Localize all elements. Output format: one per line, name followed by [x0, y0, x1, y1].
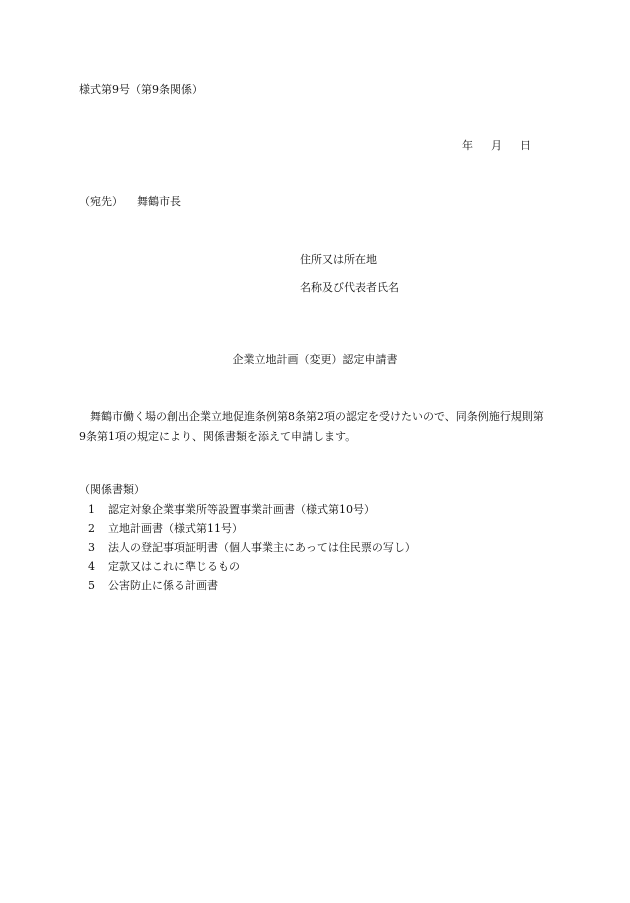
list-item [88, 500, 416, 519]
attachment-number: 1 [88, 503, 95, 516]
list-item [88, 576, 416, 595]
attachments-list [88, 500, 416, 595]
addressee-name: 舞鶴市長 [137, 195, 181, 208]
attachment-number: 5 [88, 579, 95, 592]
attachment-number: 3 [88, 541, 95, 554]
attachment-text: 公害防止に係る計画書 [108, 579, 218, 592]
list-item [88, 557, 416, 576]
date-line [462, 137, 531, 153]
date-year: 年 [462, 139, 473, 152]
document-title: 企業立地計画（変更）認定申請書 [232, 353, 398, 366]
applicant-name-label: 名称及び代表者氏名 [300, 281, 399, 294]
application-body: 舞鶴市働く場の創出企業立地促進条例第8条第2項の認定を受けたいので、同条例施行規則第9条第1項の規定により、関係書類を添えて申請します。 [79, 410, 544, 443]
attachment-text: 認定対象企業事業所等設置事業計画書（様式第10号） [108, 503, 375, 516]
attachment-text: 法人の登記事項証明書（個人事業主にあっては住民票の写し） [108, 541, 416, 554]
list-item [88, 538, 416, 557]
attachments-heading: （関係書類） [79, 483, 145, 496]
attachment-number: 2 [88, 522, 95, 535]
applicant-address-label: 住所又は所在地 [300, 253, 377, 266]
form-number-label: 様式第9号（第9条関係） [79, 83, 203, 96]
attachment-text: 定款又はこれに準じるもの [108, 560, 240, 573]
addressee-prefix: （宛先） [79, 195, 123, 208]
date-month: 月 [491, 139, 502, 152]
attachment-text: 立地計画書（様式第11号） [108, 522, 243, 535]
date-day: 日 [520, 139, 531, 152]
addressee [79, 193, 181, 209]
list-item [88, 519, 416, 538]
attachment-number: 4 [88, 560, 95, 573]
